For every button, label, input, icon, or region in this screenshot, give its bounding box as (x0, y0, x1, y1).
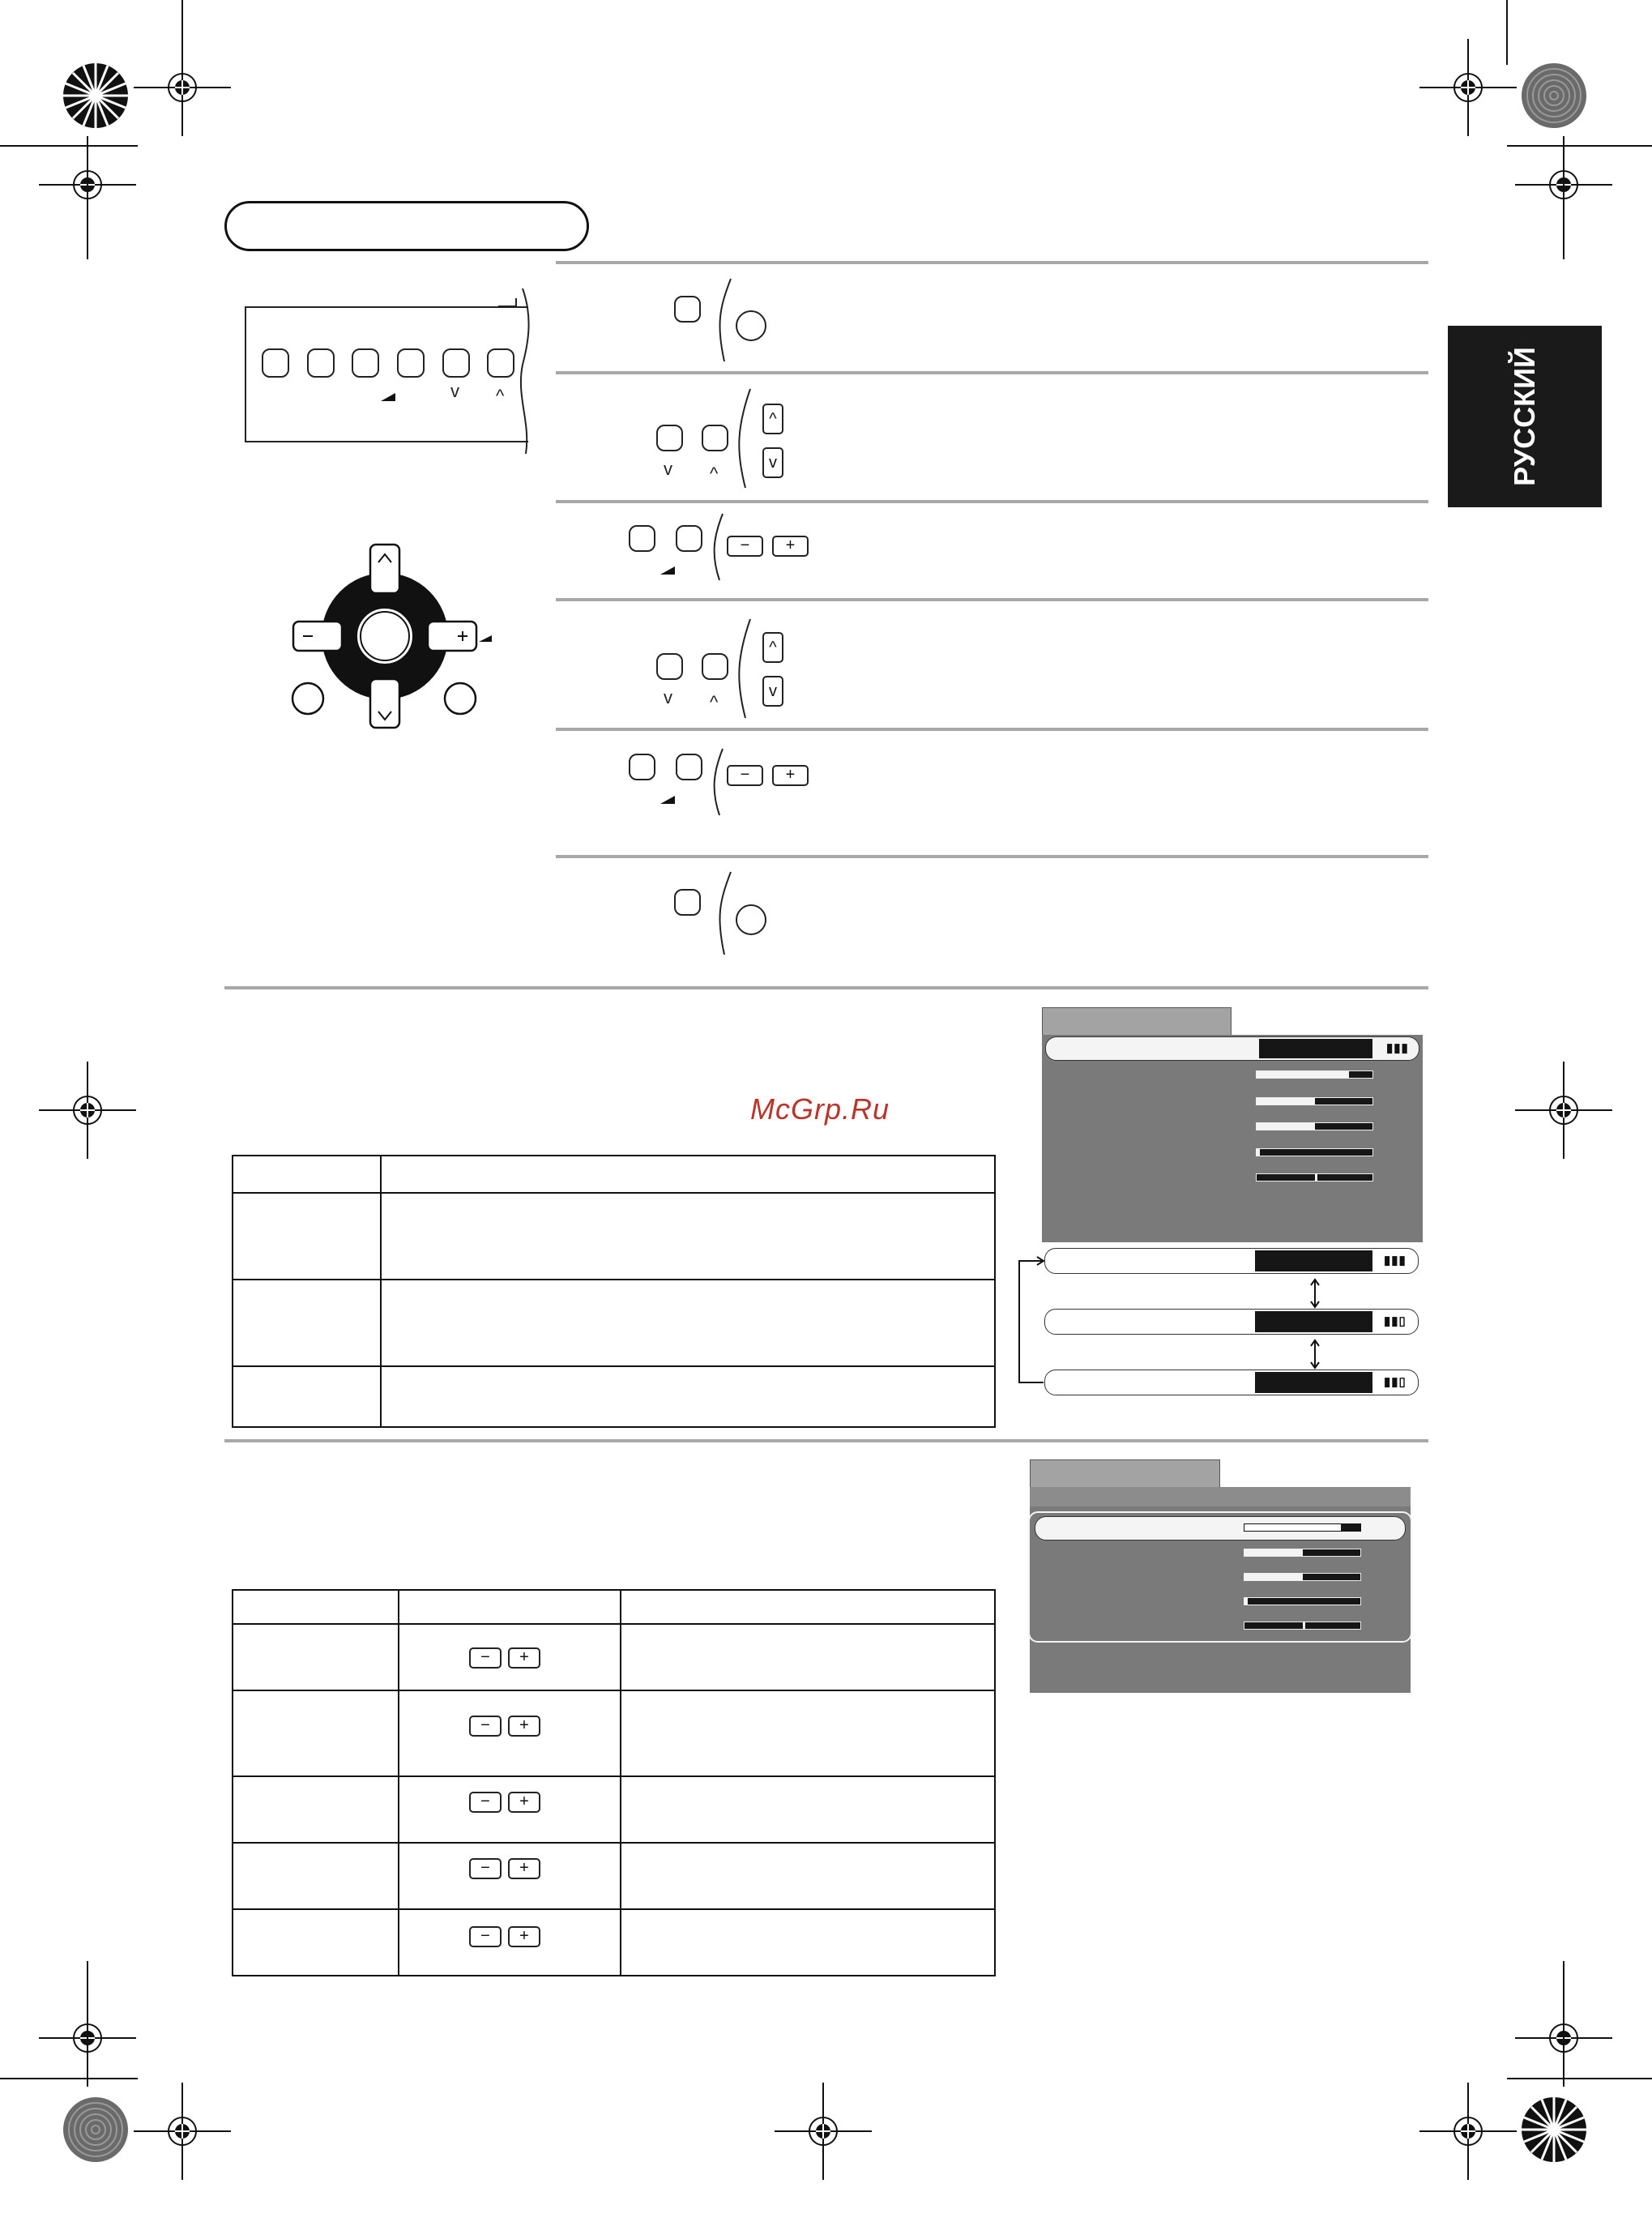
step2-down-label: v (664, 459, 672, 479)
minus-key[interactable]: − (469, 1792, 502, 1813)
panel-up-label: ^ (496, 386, 505, 406)
table-row (233, 1280, 995, 1366)
mode-row-indicator: ▮▮▯ (1384, 1375, 1407, 1389)
step2-up-label: ^ (710, 464, 719, 484)
panel-button-3[interactable] (352, 348, 379, 378)
table-row (233, 1690, 995, 1776)
step5-button-1[interactable] (629, 754, 655, 780)
table-row (233, 1776, 995, 1843)
step2-down-key[interactable]: v (762, 447, 783, 478)
table-header-row (233, 1590, 995, 1624)
minus-key[interactable]: − (469, 1647, 502, 1669)
step6-circle-button[interactable] (736, 904, 766, 935)
osd-slider[interactable] (1244, 1573, 1361, 1581)
minus-key[interactable]: − (469, 1858, 502, 1879)
osd-slider-marker (1315, 1174, 1317, 1181)
plus-key[interactable]: + (508, 1647, 540, 1669)
rule (556, 371, 1428, 374)
osd-slider-center[interactable] (1256, 1173, 1373, 1182)
step2-up-button[interactable] (702, 425, 728, 451)
section-title-pill (224, 201, 589, 251)
mode-row-indicator: ▮▮▯ (1384, 1314, 1407, 1328)
osd-slider[interactable] (1256, 1122, 1373, 1130)
plus-key[interactable]: + (508, 1792, 540, 1813)
remote-navigation-pad (288, 535, 498, 737)
step4-up-key[interactable]: ^ (762, 632, 783, 663)
step3-plus-key[interactable]: + (772, 536, 809, 557)
table-row (233, 1193, 995, 1280)
step1-menu-button[interactable] (674, 296, 701, 323)
osd-highlighted-row[interactable] (1045, 1036, 1419, 1061)
step3-button-1[interactable] (629, 525, 655, 552)
osd-header-strip (1030, 1487, 1411, 1506)
osd-slider-fill (1257, 1098, 1315, 1105)
osd-menu-tab (1030, 1459, 1220, 1489)
plus-key[interactable]: + (508, 1926, 540, 1947)
osd-slider-fill (1244, 1549, 1303, 1556)
or-divider (732, 616, 757, 721)
plus-key[interactable]: + (508, 1858, 540, 1879)
table-row (233, 1843, 995, 1909)
step4-up-label: ^ (710, 692, 719, 712)
osd-slider[interactable] (1256, 1148, 1373, 1156)
or-divider (713, 276, 737, 365)
or-divider (713, 869, 737, 958)
language-tab (1448, 326, 1602, 507)
osd-slider-fill (1257, 1149, 1260, 1156)
minus-key[interactable]: − (469, 1926, 502, 1947)
step5-volume-button[interactable] (676, 754, 702, 780)
osd-slider-marker (1303, 1622, 1305, 1629)
step4-down-key[interactable]: v (762, 676, 783, 707)
step2-down-button[interactable] (656, 425, 683, 451)
panel-button-up[interactable] (487, 348, 514, 378)
step2-up-key[interactable]: ^ (762, 404, 783, 434)
mode-table (232, 1155, 996, 1428)
volume-wedge-icon (660, 795, 677, 805)
osd-slider-fill (1244, 1598, 1248, 1605)
osd-slider[interactable] (1244, 1523, 1361, 1532)
panel-button-2[interactable] (307, 348, 335, 378)
volume-wedge-icon (381, 392, 397, 402)
step4-down-label: v (664, 687, 672, 707)
rule (556, 261, 1428, 264)
osd-mode-indicator: ▮▮▮ (1386, 1041, 1409, 1055)
step5-plus-key[interactable]: + (772, 765, 809, 786)
osd-mode-value (1259, 1039, 1372, 1058)
step3-minus-key[interactable]: − (727, 536, 763, 557)
table-header-row (233, 1156, 995, 1193)
language-tab-label: РУССКИЙ (1508, 347, 1541, 486)
mode-row-indicator: ▮▮▮ (1384, 1254, 1407, 1267)
step4-down-button[interactable] (656, 653, 683, 680)
panel-button-1[interactable] (262, 348, 289, 378)
step5-minus-key[interactable]: − (727, 765, 763, 786)
panel-button-volume[interactable] (397, 348, 425, 378)
cycle-arrows-icon (1013, 1256, 1321, 1394)
osd-menu-tab (1042, 1007, 1232, 1036)
osd-slider[interactable] (1244, 1597, 1361, 1605)
rule (224, 986, 1428, 989)
minus-key[interactable]: − (469, 1716, 502, 1737)
step6-menu-button[interactable] (674, 889, 701, 916)
osd-slider-center[interactable] (1244, 1622, 1361, 1630)
osd-slider-fill (1257, 1123, 1315, 1130)
table-row (233, 1366, 995, 1427)
table-row (233, 1909, 995, 1976)
panel-button-down[interactable] (442, 348, 470, 378)
step4-up-button[interactable] (702, 653, 728, 680)
osd-menu-panel (1042, 1035, 1423, 1242)
rule (556, 598, 1428, 601)
rule (556, 855, 1428, 858)
volume-wedge-icon (660, 566, 677, 575)
table-row (233, 1624, 995, 1690)
osd-menu-panel (1030, 1487, 1411, 1693)
plus-key[interactable]: + (508, 1716, 540, 1737)
osd-slider-fill (1257, 1071, 1349, 1078)
osd-slider-fill (1244, 1524, 1341, 1531)
osd-slider-fill (1244, 1574, 1303, 1580)
panel-down-label: v (450, 381, 459, 401)
watermark: McGrp.Ru (750, 1092, 890, 1126)
adjustment-table (232, 1589, 996, 1976)
osd-slider[interactable] (1244, 1549, 1361, 1557)
step3-volume-button[interactable] (676, 525, 702, 552)
osd-slider[interactable] (1256, 1070, 1373, 1079)
rule (556, 500, 1428, 503)
rule (556, 728, 1428, 731)
step1-circle-button[interactable] (736, 310, 766, 341)
osd-slider[interactable] (1256, 1097, 1373, 1105)
or-divider (732, 386, 757, 491)
rule (224, 1439, 1428, 1442)
